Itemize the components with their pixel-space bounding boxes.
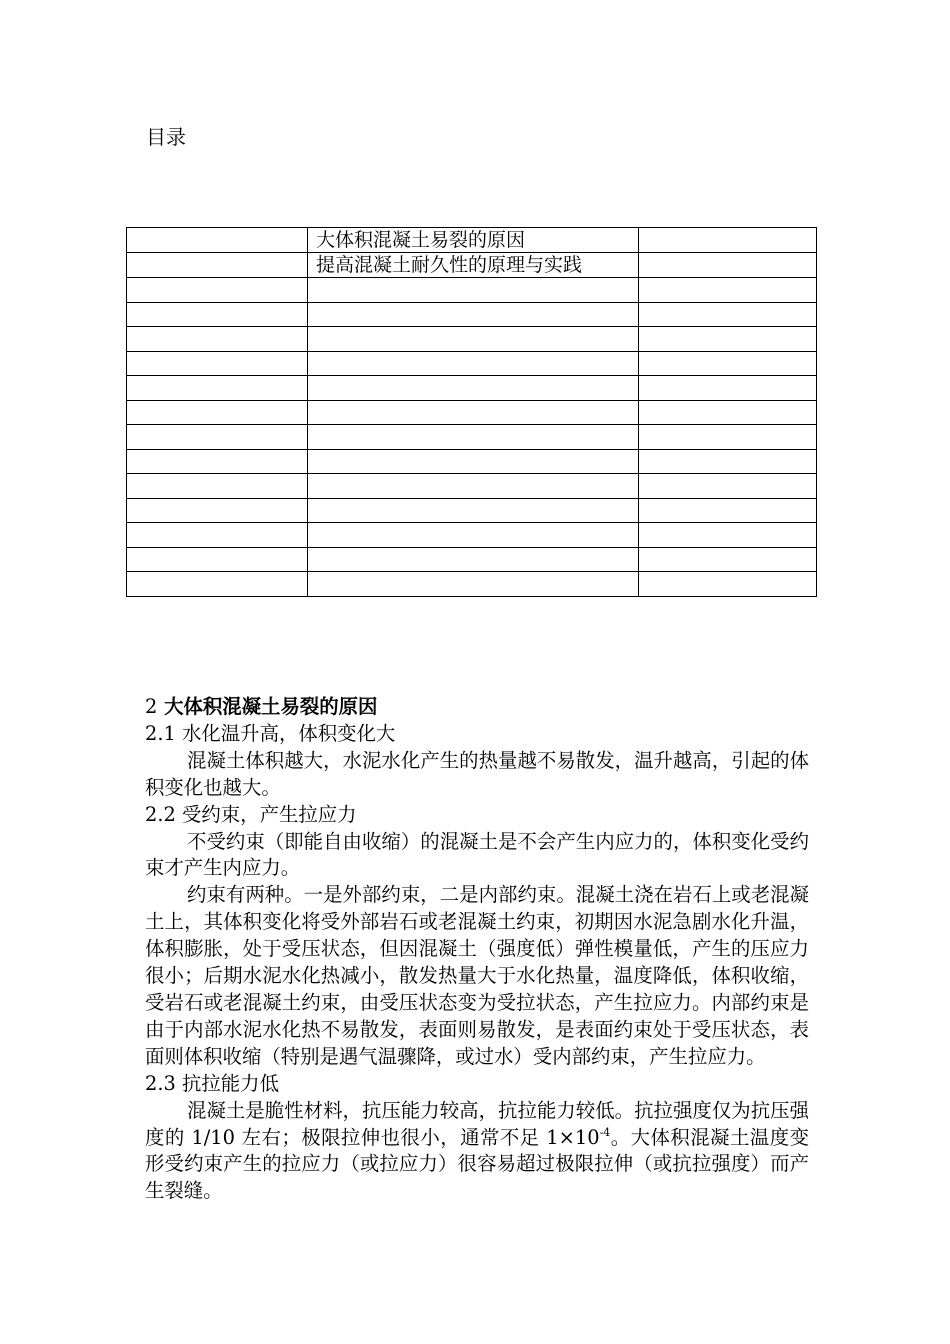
toc-row xyxy=(127,449,817,474)
toc-row xyxy=(127,253,817,278)
toc-cell: 提高混凝土耐久性的原理与实践 xyxy=(308,253,639,278)
toc-row xyxy=(127,523,817,548)
toc-cell xyxy=(127,278,308,303)
toc-cell xyxy=(127,547,308,572)
toc-cell xyxy=(127,498,308,523)
toc-cell xyxy=(308,376,639,401)
toc-row xyxy=(127,474,817,499)
exponent: -4 xyxy=(599,1125,611,1139)
section-heading xyxy=(145,694,809,721)
toc-row xyxy=(127,278,817,303)
toc-cell xyxy=(127,351,308,376)
toc-row xyxy=(127,498,817,523)
toc-row xyxy=(127,228,817,253)
toc-cell xyxy=(639,547,817,572)
toc-cell xyxy=(308,523,639,548)
toc-cell xyxy=(639,474,817,499)
toc-cell xyxy=(639,302,817,327)
subsection-heading-2-1: 2.1 水化温升高，体积变化大 xyxy=(145,721,396,745)
paragraph xyxy=(145,1098,809,1206)
toc-row xyxy=(127,547,817,572)
paragraph: 不受约束（即能自由收缩）的混凝土是不会产生内应力的，体积变化受约束才产生内应力。 xyxy=(145,829,809,880)
toc-cell xyxy=(639,523,817,548)
toc-cell xyxy=(308,498,639,523)
toc-cell xyxy=(639,572,817,597)
paragraph: 约束有两种。一是外部约束，二是内部约束。混凝土浇在岩石上或老混凝土上，其体积变化将受外部岩石或老混凝土约束，初期因水泥急剧水化升温，体积膨胀，处于受压状态，但因混凝土（强度低）弹性模量低，产生的压应力很小；后期水泥水化热减小，散发热量大于水化热量，温度降低，体积收缩，受岩石或老混凝土约束，由受压状态变为受拉状态，产生拉应力。内部约束是由于内部水泥水化热不易散发，表面则易散发，是表面约束处于受压状态，表面则体积收缩（特别是遇气温骤降，或过水）受内部约束，产生拉应力。 xyxy=(145,883,809,1068)
toc-cell xyxy=(639,278,817,303)
toc-cell xyxy=(308,425,639,450)
toc-cell xyxy=(127,523,308,548)
toc-cell xyxy=(127,474,308,499)
toc-row xyxy=(127,376,817,401)
toc-cell xyxy=(308,572,639,597)
toc-row xyxy=(127,302,817,327)
toc-cell xyxy=(127,228,308,253)
toc-cell xyxy=(127,302,308,327)
toc-table xyxy=(126,227,817,597)
toc-cell xyxy=(639,376,817,401)
toc-cell xyxy=(127,572,308,597)
paragraph-text: 混凝土是脆性材料，抗压能力较高，抗拉能力较低。抗拉强度仅为抗压强度的 1/10 左右；极限拉伸也很小，通常不足 1×10 xyxy=(145,1098,809,1149)
subsection-heading-2-2: 2.2 受约束，产生拉应力 xyxy=(145,802,357,826)
toc-cell xyxy=(308,302,639,327)
toc-cell xyxy=(127,253,308,278)
toc-row xyxy=(127,400,817,425)
toc-cell xyxy=(308,400,639,425)
toc-row xyxy=(127,425,817,450)
toc-cell xyxy=(639,425,817,450)
paragraph: 混凝土体积越大，水泥水化产生的热量越不易散发，温升越高，引起的体积变化也越大。 xyxy=(145,748,809,799)
toc-cell xyxy=(639,351,817,376)
toc-cell xyxy=(127,400,308,425)
toc-cell xyxy=(127,425,308,450)
toc-row xyxy=(127,572,817,597)
section-title: 大体积混凝土易裂的原因 xyxy=(164,695,378,718)
toc-cell xyxy=(639,400,817,425)
section-2 xyxy=(145,694,809,1205)
toc-cell xyxy=(639,449,817,474)
toc-cell xyxy=(639,327,817,352)
toc-cell xyxy=(639,253,817,278)
section-number: 2 xyxy=(145,695,158,718)
toc-cell xyxy=(308,547,639,572)
toc-cell xyxy=(308,278,639,303)
toc-cell xyxy=(639,498,817,523)
toc-row xyxy=(127,351,817,376)
toc-cell: 大体积混凝土易裂的原因 xyxy=(308,228,639,253)
toc-cell xyxy=(308,449,639,474)
toc-cell xyxy=(639,228,817,253)
toc-cell xyxy=(308,474,639,499)
subsection-heading-2-3: 2.3 抗拉能力低 xyxy=(145,1071,279,1095)
paragraph-text: 。大体积混凝土温度变形受约束产生的拉应力（或拉应力）很容易超过极限拉伸（或抗拉强度）而产生裂缝。 xyxy=(145,1125,809,1203)
toc-cell xyxy=(127,449,308,474)
toc-cell xyxy=(127,327,308,352)
toc-title: 目录 xyxy=(146,125,186,149)
toc-row xyxy=(127,327,817,352)
toc-cell xyxy=(308,327,639,352)
toc-cell xyxy=(308,351,639,376)
toc-cell xyxy=(127,376,308,401)
